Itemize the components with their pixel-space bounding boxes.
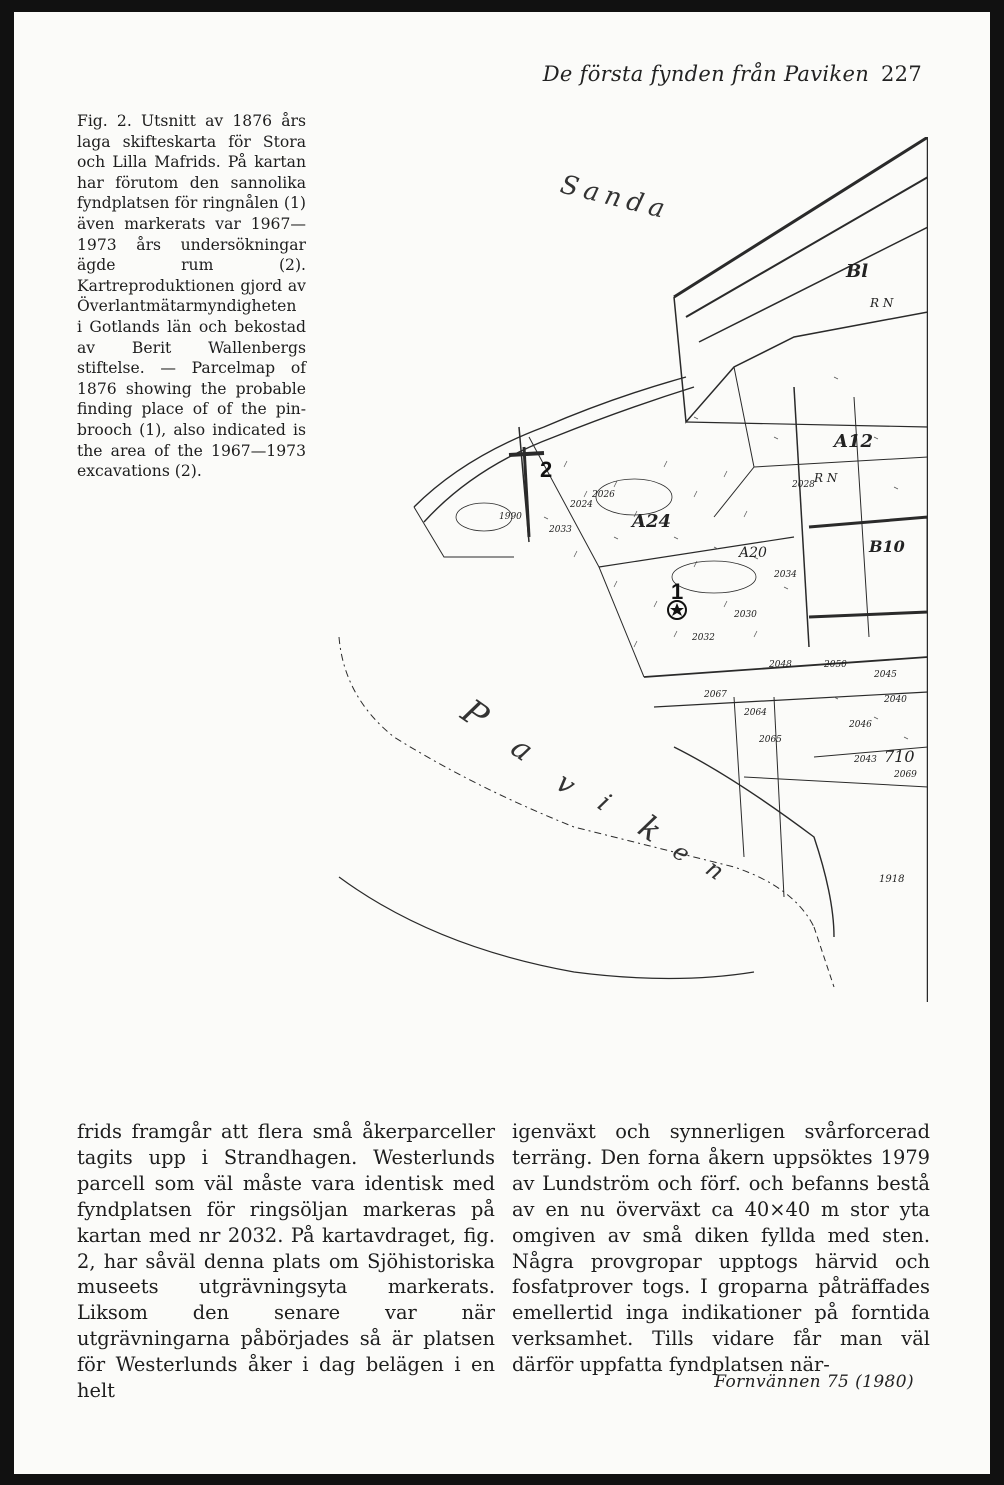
parcel-label: 2030	[734, 610, 757, 620]
label-sanda: Sanda	[557, 169, 674, 226]
field-line	[809, 517, 928, 617]
parcel-label: R N	[870, 296, 894, 310]
parcel-label: 2064	[744, 708, 767, 718]
lake-shoreline	[814, 927, 834, 987]
marker-1-label: 1	[671, 579, 684, 604]
parcel-label: 2065	[759, 735, 782, 745]
page-number: 227	[881, 62, 922, 86]
parcel-label: 2034	[774, 570, 797, 580]
parcel-label: 2046	[849, 720, 872, 730]
parcel-label: 1990	[499, 512, 522, 522]
field-line	[674, 747, 834, 937]
field-line	[734, 697, 744, 857]
excavation-area-outline	[509, 453, 544, 455]
label-paviken-letter: e	[667, 836, 696, 869]
contour	[672, 561, 756, 593]
parcel-label: R N	[814, 471, 838, 485]
parcel-label: 2050	[824, 660, 847, 670]
figure-caption: Fig. 2. Utsnitt av 1876 års laga skifteskarta för Stora och Lilla Mafrids. På kartan har förutom den sannolika fyndplatsen för ringnålen (1) även markerats var 1967—1973 års undersökningar ägde rum (2). Kartreproduktionen gjord av Överlantmätarmyndigheten i Gotlands län och bekostad av Berit Wallenbergs stiftelse. — Parcelmap of 1876 showing the probable finding place of of the pin-brooch (1), also indicated is the area of the 1967—1973 excavations (2).	[77, 112, 306, 481]
parcel-label: 2033	[549, 525, 572, 535]
marker-2-label: 2	[540, 457, 553, 482]
page	[14, 12, 990, 1474]
body-column-right: igenväxt och synnerligen svårforcerad terräng. Den forna åkern uppsöktes 1979 av Lundström och förf. och befanns bestå av en nu överväxt ca 40×40 m stor yta omgiven av små diken fyllda med sten. Några provgropar upptogs härvid och fosfatprover togs. I groparna påträffades emellertid inga indikationer på forntida verksamhet. Tills vidare får man väl därför uppfatta fyndplatsen när-	[512, 1120, 930, 1377]
lake-shoreline	[339, 877, 754, 979]
field-line	[686, 422, 928, 427]
field-line	[774, 697, 784, 897]
label-paviken-letter: k	[631, 807, 670, 850]
cadastral-map	[314, 137, 928, 1002]
parcel-label: 1918	[879, 874, 905, 885]
parcel-label: 2026	[592, 490, 615, 500]
field-line	[674, 297, 928, 422]
parcel-label: A12	[834, 431, 874, 452]
label-paviken-letter: v	[549, 765, 582, 802]
field-line	[674, 137, 928, 297]
field-line	[754, 457, 928, 467]
running-head-title: De första fynden från Paviken	[542, 62, 870, 86]
parcel-label: 2045	[874, 670, 897, 680]
label-paviken-letter: P	[453, 691, 496, 738]
journal-footer: Fornvännen 75 (1980)	[714, 1372, 914, 1392]
parcel-label: B10	[869, 537, 905, 556]
label-paviken-letter: i	[591, 788, 617, 818]
parcel-label: 2069	[894, 770, 917, 780]
parcel-label: 2067	[704, 690, 727, 700]
label-paviken-letter: a	[504, 729, 540, 769]
parcel-label: A24	[632, 511, 672, 532]
running-head	[543, 62, 922, 86]
parcel-label: Bl	[846, 261, 869, 282]
parcel-label: 2043	[854, 755, 877, 765]
parcel-label: 2032	[692, 633, 715, 643]
field-line	[794, 387, 809, 647]
label-paviken-letter: n	[700, 853, 730, 886]
parcel-label: 2048	[769, 660, 792, 670]
parcel-label: 710	[884, 747, 915, 766]
coastline	[414, 377, 686, 507]
parcel-label: 2024	[570, 500, 593, 510]
coastline	[424, 387, 694, 522]
field-line	[714, 367, 754, 517]
body-column-left: frids framgår att flera små åkerparceller tagits upp i Strandhagen. Westerlunds parcell som väl måste vara identisk med fyndplatsen för ringsöljan markeras på kartan med nr 2032. På kartavdraget, fig. 2, har såväl denna plats om Sjöhistoriska museets utgrävningsyta markerats. Liksom den senare var när utgrävningarna påbörjades så är platsen för Westerlunds åker i dag belägen i en helt	[77, 1120, 495, 1403]
parcel-label: 2040	[884, 695, 907, 705]
parcel-label: 2028	[792, 480, 815, 490]
parcel-label: A20	[739, 545, 767, 561]
finding-place-marker	[668, 579, 686, 619]
